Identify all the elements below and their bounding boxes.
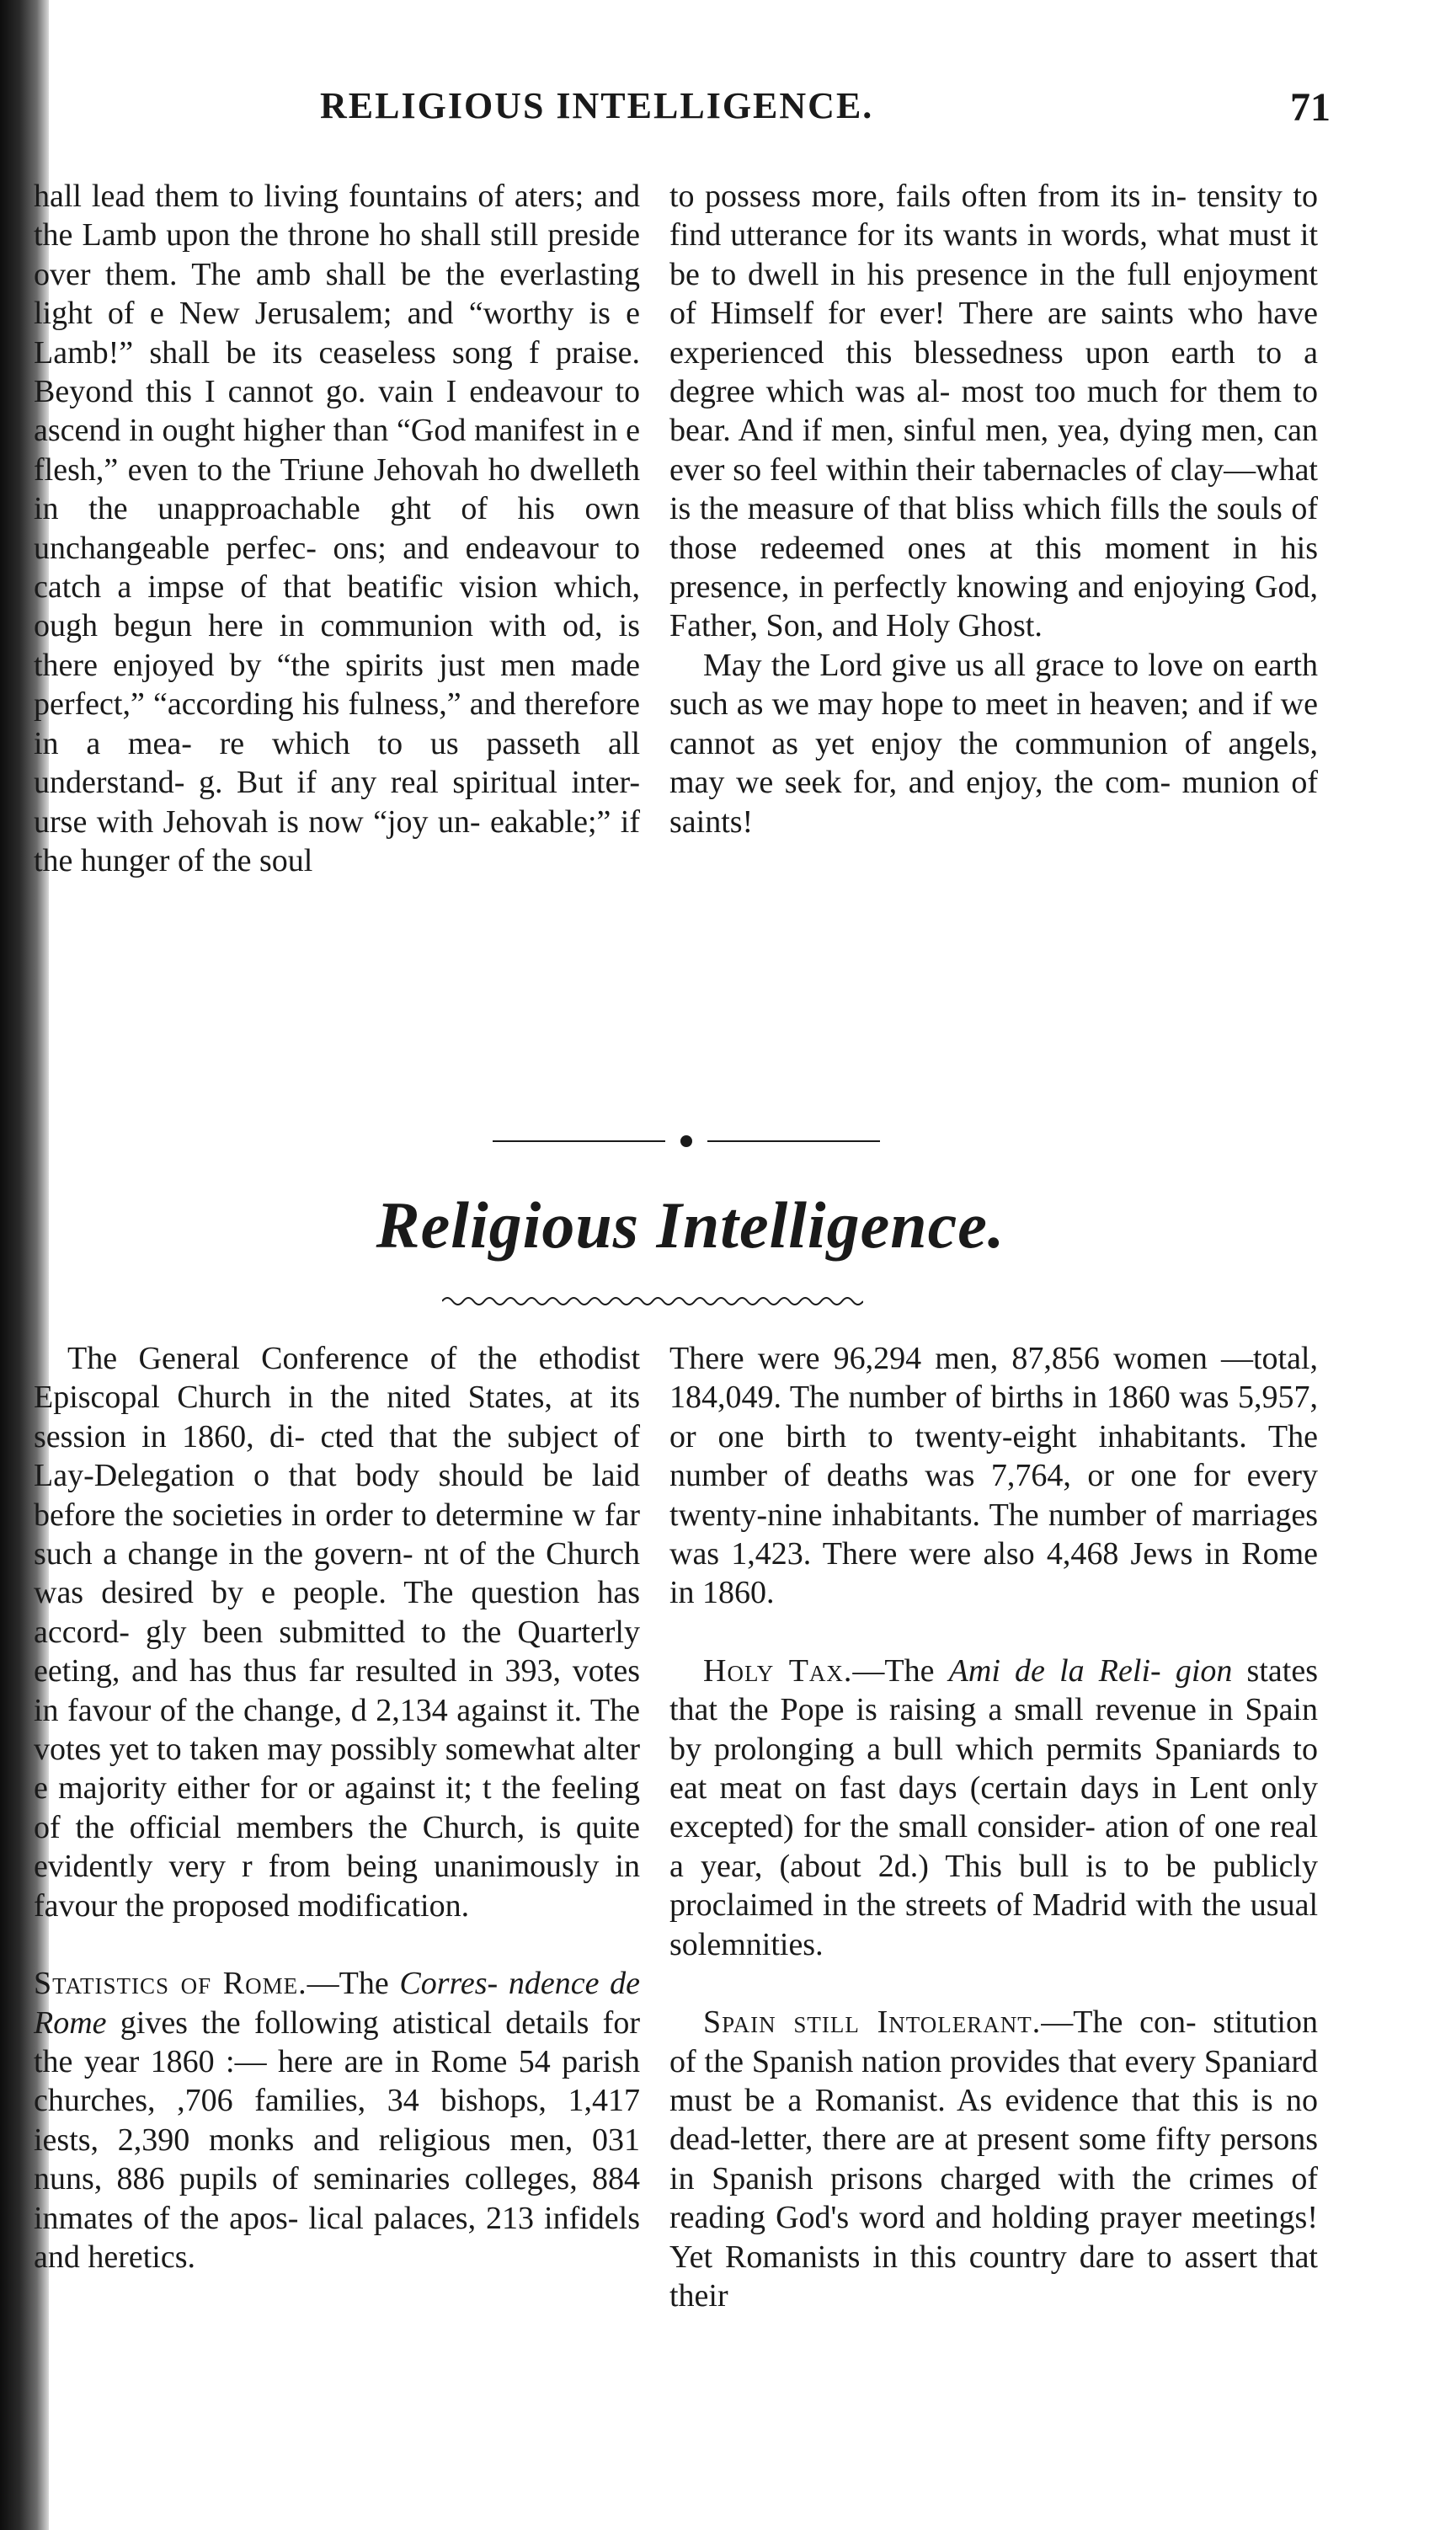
article-closing-paragraph: May the Lord give us all grace to love on earth such as we may hope to meet in heaven; and if we cannot as yet enjoy the communion of angels, may we seek for, and enjoy, the com- munion of saints! [669,647,1318,840]
news-item-dash: —The [307,1966,400,2002]
divider-line-right [707,1140,880,1142]
ornamental-divider [493,1133,880,1150]
divider-dot [680,1135,692,1147]
section-heading: Religious Intelligence. [376,1188,1005,1262]
running-title: RELIGIOUS INTELLIGENCE. [320,85,874,126]
intelligence-column-left [34,1339,640,2276]
article-paragraph: to possess more, fails often from its in- tensity to find utterance for its wants in words, what must it be to dwell in his presence in the full enjoyment of Himself for ever! There are saints who have experienced this blessedness upon earth to a degree which was al- most too much for them to bear. And if men, sinful men, yea, dying men, can ever so feel within their tabernacles of clay—what is the measure of that bliss which fills the souls of those redeemed ones at this moment in his presence, in perfectly knowing and enjoying God, Father, Son, and Holy Ghost. [669,179,1318,644]
news-item-body: gives the following atistical details for the year 1860 :— here are in Rome 54 parish churches, ,706 families, 34 bishops, 1,417 iests, 2,390 monks and religious men, 031 nuns, 886 pupils of seminaries colleges, 884 inmates of the apos- lical palaces, 213 infidels and heretics. [34,2004,640,2275]
news-item-heading: Spain still Intolerant. [703,2004,1042,2041]
article-column-left [34,177,640,880]
intelligence-column-right [669,1339,1318,2315]
news-item-rome-statistics-continued: There were 96,294 men, 87,856 women —total, 184,049. The number of births in 1860 was 5,957, or one birth to twenty-eight inhabitants. The number of deaths was 7,764, or one for every twenty-nine inhabitants. The number of marriages was 1,423. There were also 4,468 Jews in Rome in 1860. [669,1341,1318,1611]
running-header [320,84,1331,143]
publication-title: Corres- ndence de Rome [34,1966,640,2041]
news-item-heading: Statistics of Rome. [34,1966,307,2002]
news-item-holy-tax [669,1652,1318,1964]
news-item-body: —The con- stitution of the Spanish nation provides that every Spaniard must be a Romanist. As evidence that this is no dead-letter, there are at present some fifty persons in Spanish prisons charged with the crimes of reading God's word and holding prayer meetings! Yet Romanists in this country dare to assert that their [669,2004,1318,2314]
news-item-lay-delegation: The General Conference of the ethodist Episcopal Church in the nited States, at its session in 1860, di- cted that the subject of Lay-Delegation o that body should be laid before the societies in order to determine w far such a change in the govern- nt of the Church was desired by e people. The question has accord- gly been submitted to the Quarterly eeting, and has thus far resulted in 393, votes in favour of the change, d 2,134 against it. The votes yet to taken may possibly somewhat alter e majority either for or against it; t the feeling of the official members the Church, is quite evidently very r from being unanimously in favour the proposed modification. [34,1341,640,1924]
news-item-body: states that the Pope is raising a small revenue in Spain by prolonging a bull which permits Spaniards to eat meat on fast days (certain days in Lent only excepted) for the small consider- ation of one real a year, (about 2d.) This bull is to be publicly proclaimed in the streets of Madrid with the usual solemnities. [669,1652,1318,1962]
news-item-dash: —The [852,1652,949,1689]
wavy-rule [442,1293,863,1310]
page-number: 71 [1290,85,1331,130]
news-item-statistics-of-rome [34,1964,640,2276]
news-item-spain-still-intolerant [669,2003,1318,2315]
news-item-heading: Holy Tax. [703,1652,853,1689]
divider-line-left [493,1140,665,1142]
article-paragraph: hall lead them to living fountains of aters; and the Lamb upon the throne ho shall still preside over them. The amb shall be the everlasting light of e New Jerusalem; and “worthy is e Lamb!” shall be its ceaseless song f praise. Beyond this I cannot go. vain I endeavour to ascend in ought higher than “God manifest in e flesh,” even to the Triune Jehovah ho dwelleth in the unapproachable ght of his own unchangeable perfec- ons; and endeavour to catch a impse of that beatific vision which, ough begun here in communion with od, is there enjoyed by “the spirits just men made perfect,” “according his fulness,” and therefore in a mea- re which to us passeth all understand- g. But if any real spiritual inter- urse with Jehovah is now “joy un- eakable;” if the hunger of the soul [34,179,640,878]
article-column-right [669,177,1318,841]
publication-title: Ami de la Reli- gion [948,1652,1233,1689]
